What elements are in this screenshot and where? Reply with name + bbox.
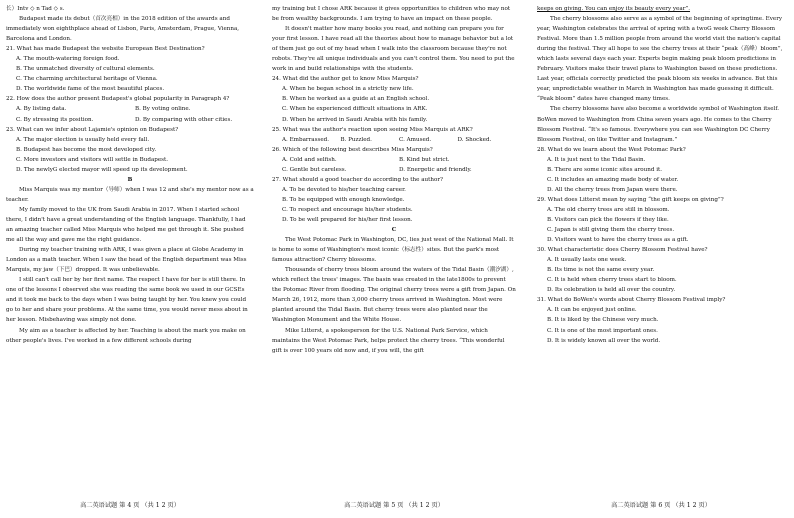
paragraph: The West Potomac Park in Washington, DC, lies just west of the National Mall. It is home to some of Washington's most iconic（标志性）sites. But the park's most famous attraction? Cherry blossoms.	[272, 237, 514, 264]
question-option: C. The charming architectural heritage of Vienna.	[16, 76, 158, 83]
question-option: D. The worldwide fame of the most beautiful places.	[16, 86, 165, 93]
option-row	[272, 135, 516, 145]
question-stem: 27. What should a good teacher do according to the author?	[272, 176, 444, 183]
question-option: D. Visitors want to have the cherry trees as a gift.	[547, 237, 689, 244]
question-option: B. Budapest has become the most developed city.	[16, 146, 157, 153]
question-stem: 29. What does Litterst mean by saying “the gift keeps on giving”?	[537, 196, 724, 203]
question-option: A. It is just next to the Tidal Basin.	[547, 156, 646, 163]
question-option: A. To be devoted to his/her teaching career.	[282, 186, 406, 193]
question-stem: 24. What did the author get to know Miss Marquis?	[272, 76, 419, 83]
question-option: C. Japan is still giving them the cherry trees.	[547, 227, 675, 234]
option-row	[272, 155, 516, 165]
page-footer: 高二英语试题 第 4 页 （共 1 2 页）	[80, 502, 180, 509]
question-option: A. By listing data.	[16, 106, 67, 113]
question-option: A. When he began school in a strictly new life.	[282, 86, 414, 93]
paragraph: My family moved to the UK from Saudi Arabia in 2017. When I started school there, I didn't have a great understanding of the English language. Thankfully, I had an amazing teacher called Miss Marquis who helped me get through it. She pushed me all the way and gave me the right guidance.	[6, 206, 246, 244]
section-heading: C	[391, 227, 397, 234]
text-line: 长）Intv ◇ n Tad ◇ s.	[6, 6, 65, 12]
paragraph: The cherry blossoms have also become a worldwide symbol of Washington itself. BoWen moved to Washington from China seven years ago. He comes to the Cherry Blossom Festival. “It's so famous. Everywhere you can see Washington DC Cherry Blossom Festival, on like Twitter and Instagram.”	[537, 106, 779, 143]
question-option: A. The major election is usually held every fall.	[16, 136, 150, 143]
question-option: D. When he arrived in Saudi Arabia with his family.	[282, 116, 428, 123]
question-option: C. It is one of the most important ones.	[547, 327, 658, 334]
question-option: D. Energetic and friendly.	[399, 166, 472, 173]
question-option: A. It usually lasts one week.	[547, 257, 627, 264]
question-option: B. Its time is not the same every year.	[547, 267, 655, 274]
paragraph: Mike Litterst, a spokesperson for the U.S. National Park Service, which maintains the West Potomac Park, helps protect the cherry trees. “This wonderful gift is over 100 years old now and, if you will, the gift	[272, 327, 505, 354]
question-option: C. When he experienced difficult situations in ARK.	[282, 106, 428, 113]
paragraph: Miss Marquis was my mentor（导师）when I was 12 and she's my mentor now as a teacher.	[6, 186, 254, 203]
question-option: C. By stressing its position.	[16, 116, 94, 123]
question-stem: 23. What can we infer about Lajamie's opinion on Budapest?	[6, 126, 179, 133]
question-option: B. Visitors can pick the flowers if they like.	[547, 216, 669, 223]
column-page-6	[537, 4, 785, 346]
question-option: D. It is widely known all over the world.	[547, 337, 661, 344]
question-stem: 22. How does the author present Budapest's global popularity in Paragraph 4?	[6, 96, 230, 103]
question-option: B. Puzzled.	[340, 136, 372, 143]
column-page-4	[6, 4, 254, 346]
question-option: B. By voting online.	[135, 106, 191, 113]
option-row	[272, 165, 516, 175]
paragraph: I still can't call her by her first name. The respect I have for her is still there. In one of the lessons I observed she was reading the same book we used in our GCSEs and it took me back to the days when I was being taught by her. You knew you could go to her and share your problems. At the same time, you would never mess about in her lesson. Misbehaving was simply not done.	[6, 277, 248, 324]
option-row	[6, 115, 254, 125]
question-option: C. Amused.	[399, 136, 432, 143]
question-option: D. By comparing with other cities.	[135, 116, 233, 123]
question-option: D. Shocked.	[457, 136, 492, 143]
question-option: A. Cold and selfish.	[282, 156, 337, 163]
page-footer: 高二英语试题 第 5 页 （共 1 2 页）	[344, 502, 444, 509]
option-row	[6, 104, 254, 114]
paragraph: keeps on giving. You can enjoy its beauty every year”.	[537, 6, 691, 12]
question-option: A. It can be enjoyed just online.	[547, 307, 637, 314]
question-option: B. The unmatched diversity of cultural elements.	[16, 66, 155, 73]
paragraph: The cherry blossoms also serve as a symbol of the beginning of springtime. Every year, Washington celebrates the arrival of spring with a twoG week Cherry Blossom Festival. More than 1.5 million people from around the world visit the nation's capital during the festival. They all hope to see the cherry trees at their “peak（高峰）bloom”, which lasts several days each year. Experts begin making peak bloom predictions in February. Visitors make their travel plans to Washington based on these predictions. Last year, officials correctly predicted the peak bloom six weeks in advance. But this year, unpredictable weather in March in Washington has made guessing it difficult. “Peak bloom” dates have changed many times.	[537, 16, 783, 103]
question-option: A. The old cherry trees are still in blossom.	[547, 206, 670, 213]
question-option: B. There are some iconic sites around it.	[547, 166, 663, 173]
question-option: B. It is liked by the Chinese very much.	[547, 317, 659, 324]
question-option: B. Kind but strict.	[399, 156, 450, 163]
paragraph: My aim as a teacher is affected by her. Teaching is about the mark you make on other people's lives. I've worked in a few different schools during	[6, 327, 246, 344]
paragraph: Thousands of cherry trees bloom around the waters of the Tidal Basin（潮汐湖）, which reflect the trees' images. The basin was created in the late1800s to prevent the Potomac River from flooding. The original cherry trees were a gift from Japan. On March 26, 1912, more than 3,000 cherry trees arrived in Washington. Most were planted around the Tidal Basin. But cherry trees were also planted near the Washington Monument and the White House.	[272, 267, 516, 324]
question-option: A. The mouth-watering foreign food.	[16, 56, 120, 63]
column-page-5	[272, 4, 516, 356]
question-option: D. The newlyG elected mayor will speed up its development.	[16, 166, 188, 173]
page-footer: 高二英语试题 第 6 页 （共 1 2 页）	[611, 502, 711, 509]
question-stem: 31. What do BoWen's words about Cherry Blossom Festival imply?	[537, 297, 726, 304]
question-option: D. Its celebration is held all over the country.	[547, 287, 676, 294]
question-option: C. It includes an amazing made body of water.	[547, 176, 679, 183]
question-stem: 25. What was the author's reaction upon seeing Miss Marquis at ARK?	[272, 126, 473, 133]
paragraph: Budapest made its debut（首次亮相）in the 2018 edition of the awards and immediately won eighthplace ahead of Lisbon, Paris, Amsterdam, Prague, Vienna, Barcelona and London.	[6, 16, 240, 43]
question-option: D. To be well prepared for his/her first lesson.	[282, 216, 413, 223]
question-option: A. Embarrassed.	[282, 136, 329, 143]
question-option: C. More investors and visitors will settle in Budapest.	[16, 156, 169, 163]
question-option: B. When he worked as a guide at an English school.	[282, 96, 430, 103]
question-option: B. To be equipped with enough knowledge.	[282, 196, 405, 203]
paragraph: During my teacher training with ARK, I was given a place at Globe Academy in London as a math teacher. When I saw the head of the English department was Miss Marquis, my jaw（下巴）dropped. It was unbelievable.	[6, 247, 247, 274]
question-option: D. All the cherry trees from Japan were there.	[547, 186, 678, 193]
question-stem: 21. What has made Budapest the website European Best Destination?	[6, 46, 205, 53]
paragraph: my training but I chose ARK because it gives opportunities to children who may not be from wealthy backgrounds. I am trying to have an impact on these people.	[272, 6, 511, 23]
question-option: C. Gentle but careless.	[282, 166, 347, 173]
question-stem: 26. Which of the following best describes Miss Marquis?	[272, 146, 433, 153]
paragraph: It doesn't matter how many books you read, and nothing can prepare you for your first lesson. I have read all the theories about how to manage behavior but a lot of them just go out of my head when I walk into the classroom because they're not robots. They're all unique individuals and you can't control them. You need to put the work in and build relationships with the students.	[272, 26, 515, 73]
section-heading: B	[127, 176, 133, 183]
question-option: C. It is held when cherry trees start to bloom.	[547, 277, 677, 284]
question-stem: 30. What characteristic does Cherry Blossom Festival have?	[537, 247, 708, 254]
question-stem: 28. What do we learn about the West Potomac Park?	[537, 146, 686, 153]
question-option: C. To respect and encourage his/her students.	[282, 206, 413, 213]
